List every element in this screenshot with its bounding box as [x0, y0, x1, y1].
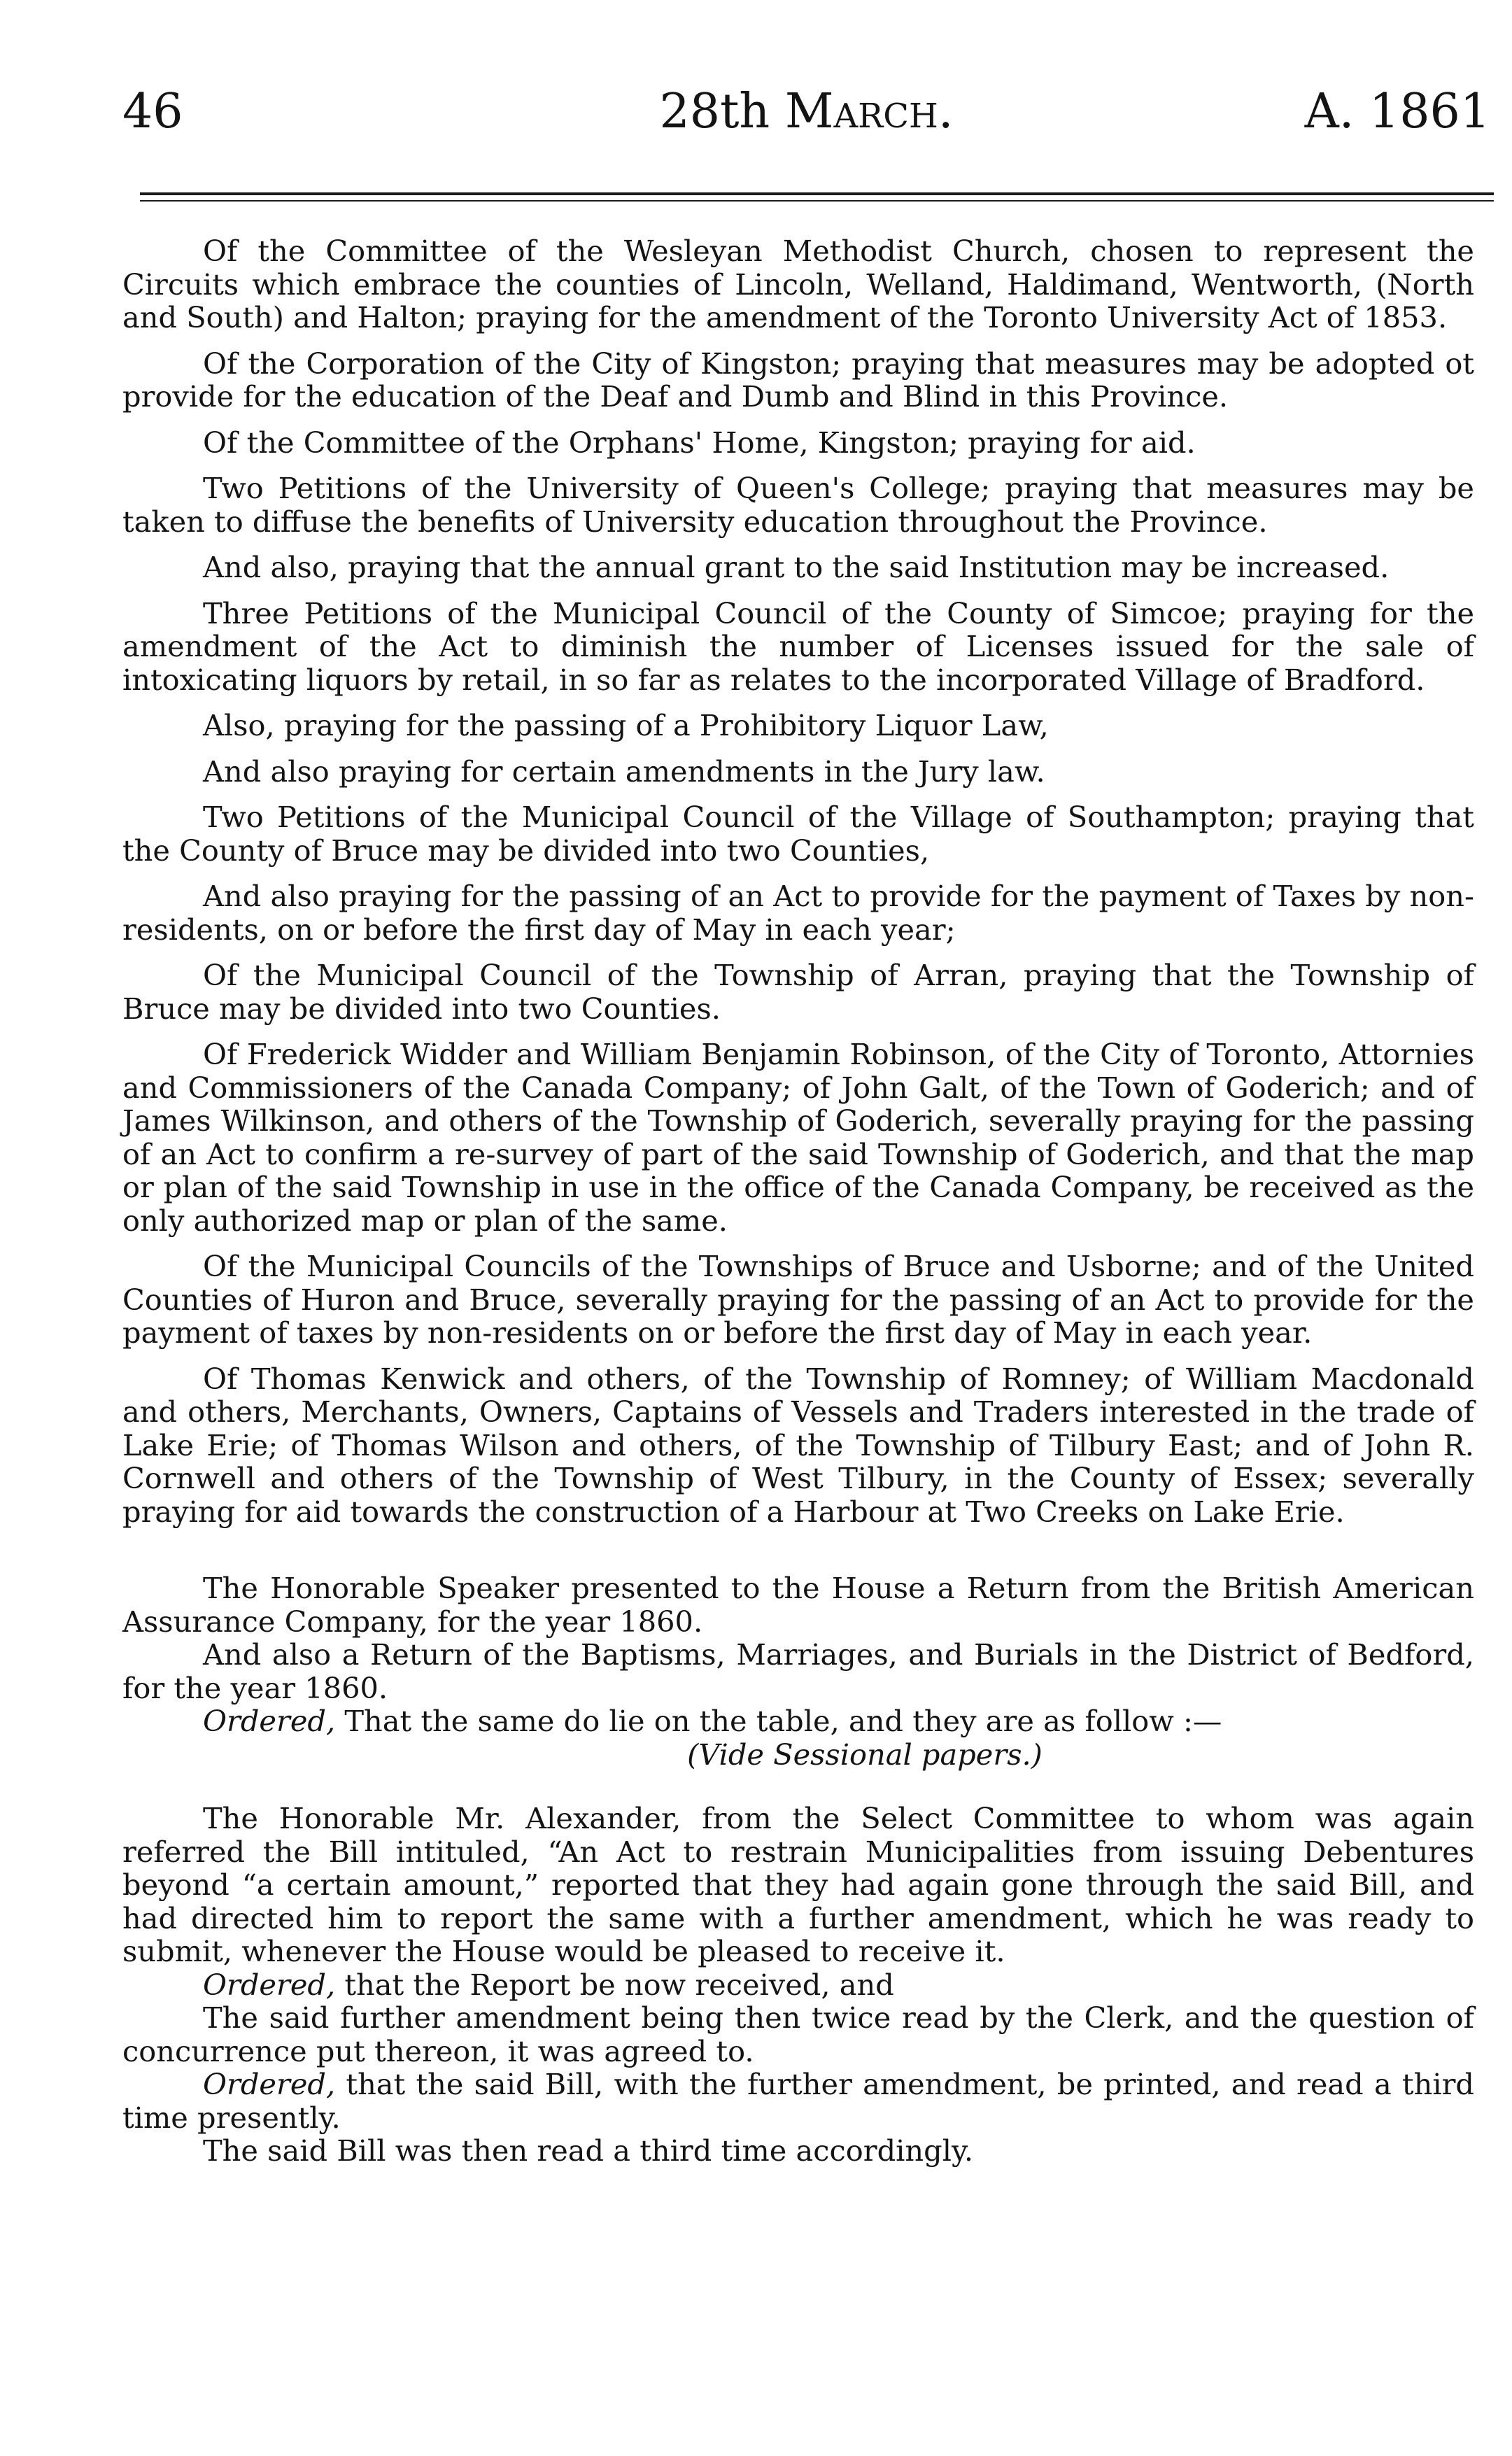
ordered-text: That the same do lie on the table, and they are as follow :—	[335, 1704, 1222, 1738]
petitions-list	[122, 234, 1474, 1528]
petition-paragraph: Of Thomas Kenwick and others, of the Township of Romney; of William Macdonald and others, Merchants, Owners, Captains of Vessels and Traders interested in the trade of Lake Erie; of Thomas Wilson and others, of the Township of Tilbury East; and of John R. Cornwell and others of the Township of West Tilbury, in the County of Essex; severally praying for aid towards the construction of a Harbour at Two Creeks on Lake Erie.	[122, 1361, 1474, 1529]
section-gap	[122, 1771, 1474, 1802]
petition-paragraph: Also, praying for the passing of a Prohibitory Liquor Law,	[203, 708, 1049, 742]
petition-paragraph: Two Petitions of the Municipal Council of the Village of Southampton; praying that the County of Bruce may be divided into two Counties,	[122, 800, 1474, 868]
ordered-paragraph	[122, 2068, 1474, 2134]
ordered-word: Ordered,	[203, 1704, 336, 1738]
returns-section	[122, 1572, 1474, 1771]
petition-paragraph: Of the Committee of the Wesleyan Methodist Church, chosen to represent the Circuits which embrace the counties of Lincoln, Welland, Haldimand, Wentworth, (North and South) and Halton; praying for the amendment of the Toronto University Act of 1853.	[122, 234, 1474, 334]
petition-paragraph: And also praying for the passing of an Act to provide for the payment of Taxes by non-residents, on or before the first day of May in each year;	[122, 879, 1474, 947]
petition-paragraph: Of the Committee of the Orphans' Home, Kingston; praying for aid.	[203, 425, 1196, 460]
page-body	[122, 234, 1474, 2168]
third-reading-paragraph: The said Bill was then read a third time accordingly.	[203, 2133, 974, 2168]
header-date-day: 28th	[659, 84, 785, 139]
ordered-paragraph	[122, 1705, 1474, 1738]
ordered-text: that the said Bill, with the further amendment, be printed, and read a third time presently.	[122, 2067, 1474, 2135]
ordered-paragraph	[122, 1968, 1474, 2002]
vide-sessional-papers: (Vide Sessional papers.)	[687, 1737, 1043, 1772]
bill-section	[122, 1802, 1474, 2168]
petition-paragraph: And also, praying that the annual grant to the said Institution may be increased.	[203, 550, 1390, 584]
running-header	[122, 70, 1490, 154]
committee-report-paragraph: The Honorable Mr. Alexander, from the Select Committee to whom was again referred the Bill intituled, “An Act to restrain Municipalities from issuing Debentures beyond “a certain amount,” reported that they had again gone through the said Bill, and had directed him to report the same with a further amendment, which he was ready to submit, whenever the House would be pleased to receive it.	[122, 1801, 1474, 1968]
ordered-word: Ordered,	[203, 2067, 336, 2101]
petition-paragraph: Of the Corporation of the City of Kingston; praying that measures may be adopted ot provide for the education of the Deaf and Dumb and Blind in this Province.	[122, 346, 1474, 414]
header-date-month: March.	[784, 84, 954, 139]
petition-paragraph: Three Petitions of the Municipal Council of the County of Simcoe; praying for the amendment of the Act to diminish the number of Licenses issued for the sale of intoxicating liquors by retail, in so far as relates to the incorporated Village of Bradford.	[122, 595, 1474, 697]
page-number: 46	[122, 84, 183, 139]
petition-paragraph: Of the Municipal Council of the Township of Arran, praying that the Township of Bruce may be divided into two Counties.	[122, 958, 1474, 1026]
petition-paragraph: Two Petitions of the University of Queen's College; praying that measures may be taken to diffuse the benefits of University education throughout the Province.	[122, 471, 1474, 539]
bedford-return-paragraph: And also a Return of the Baptisms, Marriages, and Burials in the District of Bedford, for the year 1860.	[122, 1637, 1474, 1705]
petition-paragraph: Of Frederick Widder and William Benjamin Robinson, of the City of Toronto, Attornies and Commissioners of the Canada Company; of John Galt, of the Town of Goderich; and of James Wilkinson, and others of the Township of Goderich, severally praying for the passing of an Act to confirm a re-survey of part of the said Township of Goderich, and that the map or plan of the said Township in use in the office of the Canada Company, be received as the only authorized map or plan of the same.	[122, 1037, 1474, 1238]
ordered-word: Ordered,	[203, 1967, 336, 2002]
header-date	[122, 70, 1490, 154]
speaker-return-paragraph: The Honorable Speaker presented to the House a Return from the British American Assurance Company, for the year 1860.	[122, 1571, 1474, 1639]
petition-paragraph: And also praying for certain amendments in the Jury law.	[203, 754, 1045, 789]
section-gap	[122, 1541, 1474, 1572]
petition-paragraph: Of the Municipal Councils of the Townships of Bruce and Usborne; and of the United Counties of Huron and Bruce, severally praying for the passing of an Act to provide for the payment of taxes by non-residents on or before the first day of May in each year.	[122, 1249, 1474, 1350]
amendment-paragraph: The said further amendment being then twice read by the Clerk, and the question of concurrence put thereon, it was agreed to.	[122, 2000, 1474, 2068]
ordered-text: that the Report be now received, and	[335, 1967, 894, 2002]
header-rule-thin	[140, 200, 1494, 202]
header-year: A. 1861	[1304, 84, 1490, 139]
header-rule-thick	[140, 192, 1494, 195]
